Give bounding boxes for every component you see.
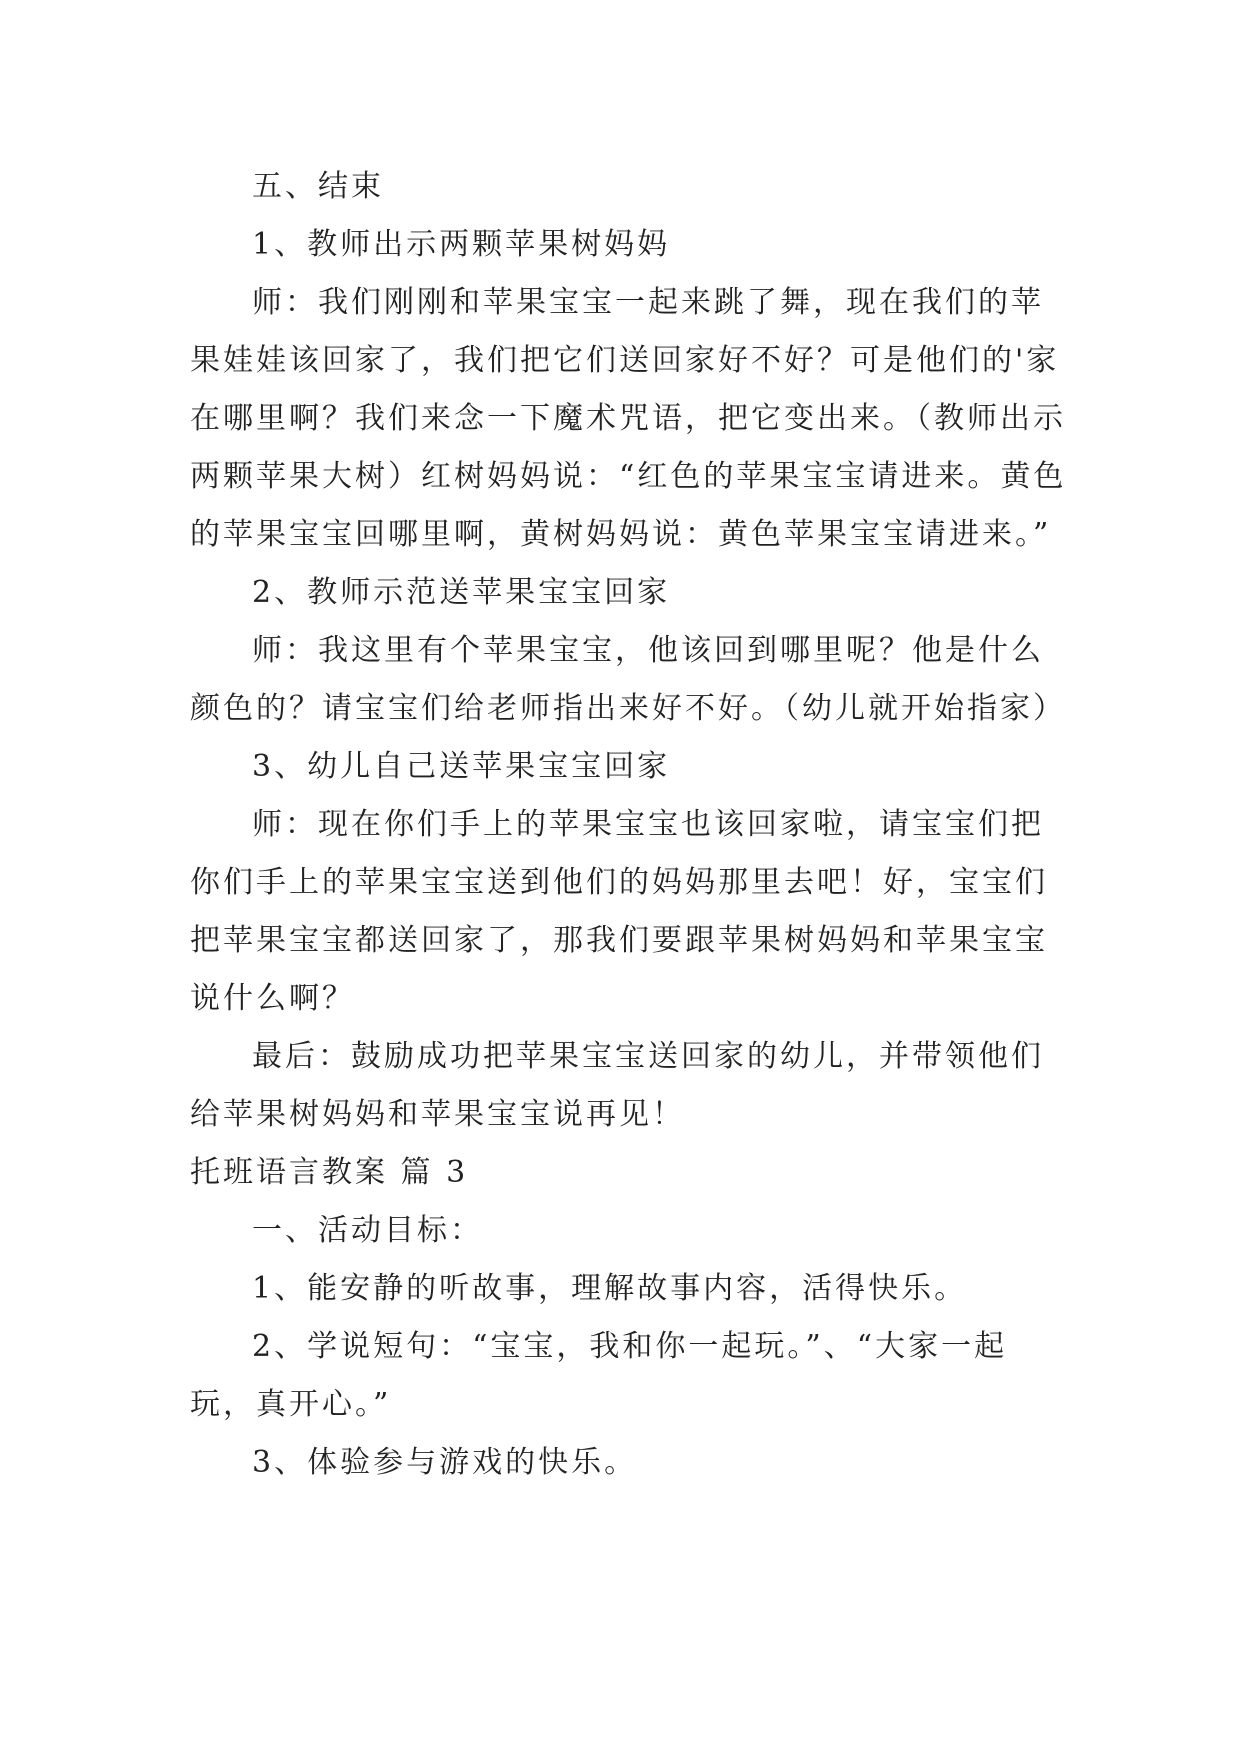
list-item: 2、学说短句：“宝宝，我和你一起玩。”、“大家一起玩，真开心。” <box>190 1329 1008 1422</box>
body-paragraph: 师：我们刚刚和苹果宝宝一起来跳了舞，现在我们的苹果娃娃该回家了，我们把它们送回家好不好？可是他们的'家在哪里啊？我们来念一下魔术咒语，把它变出来。（教师出示两颗苹果大树）红树妈妈说：“红色的苹果宝宝请进来。黄色的苹果宝宝回哪里啊，黄树妈妈说：黄色苹果宝宝请进来。” <box>190 285 1067 552</box>
chapter-title: 托班语言教案 篇 3 <box>190 1155 469 1190</box>
section-heading: 一、活动目标： <box>252 1213 483 1248</box>
step-heading: 1、教师出示两颗苹果树妈妈 <box>252 227 671 262</box>
body-paragraph: 师：我这里有个苹果宝宝，他该回到哪里呢？他是什么颜色的？请宝宝们给老师指出来好不好。（幼儿就开始指家） <box>190 633 1066 726</box>
step-heading: 2、教师示范送苹果宝宝回家 <box>252 575 671 610</box>
list-item: 3、体验参与游戏的快乐。 <box>252 1445 638 1480</box>
step-heading: 3、幼儿自己送苹果宝宝回家 <box>252 749 671 784</box>
document-body <box>190 158 1070 1492</box>
section-heading: 五、结束 <box>252 169 384 204</box>
body-paragraph: 最后：鼓励成功把苹果宝宝送回家的幼儿，并带领他们给苹果树妈妈和苹果宝宝说再见！ <box>190 1039 1044 1132</box>
list-item: 1、能安静的听故事，理解故事内容，活得快乐。 <box>252 1271 968 1306</box>
body-paragraph: 师：现在你们手上的苹果宝宝也该回家啦，请宝宝们把你们手上的苹果宝宝送到他们的妈妈那里去吧！好，宝宝们把苹果宝宝都送回家了，那我们要跟苹果树妈妈和苹果宝宝说什么啊？ <box>190 807 1048 1016</box>
